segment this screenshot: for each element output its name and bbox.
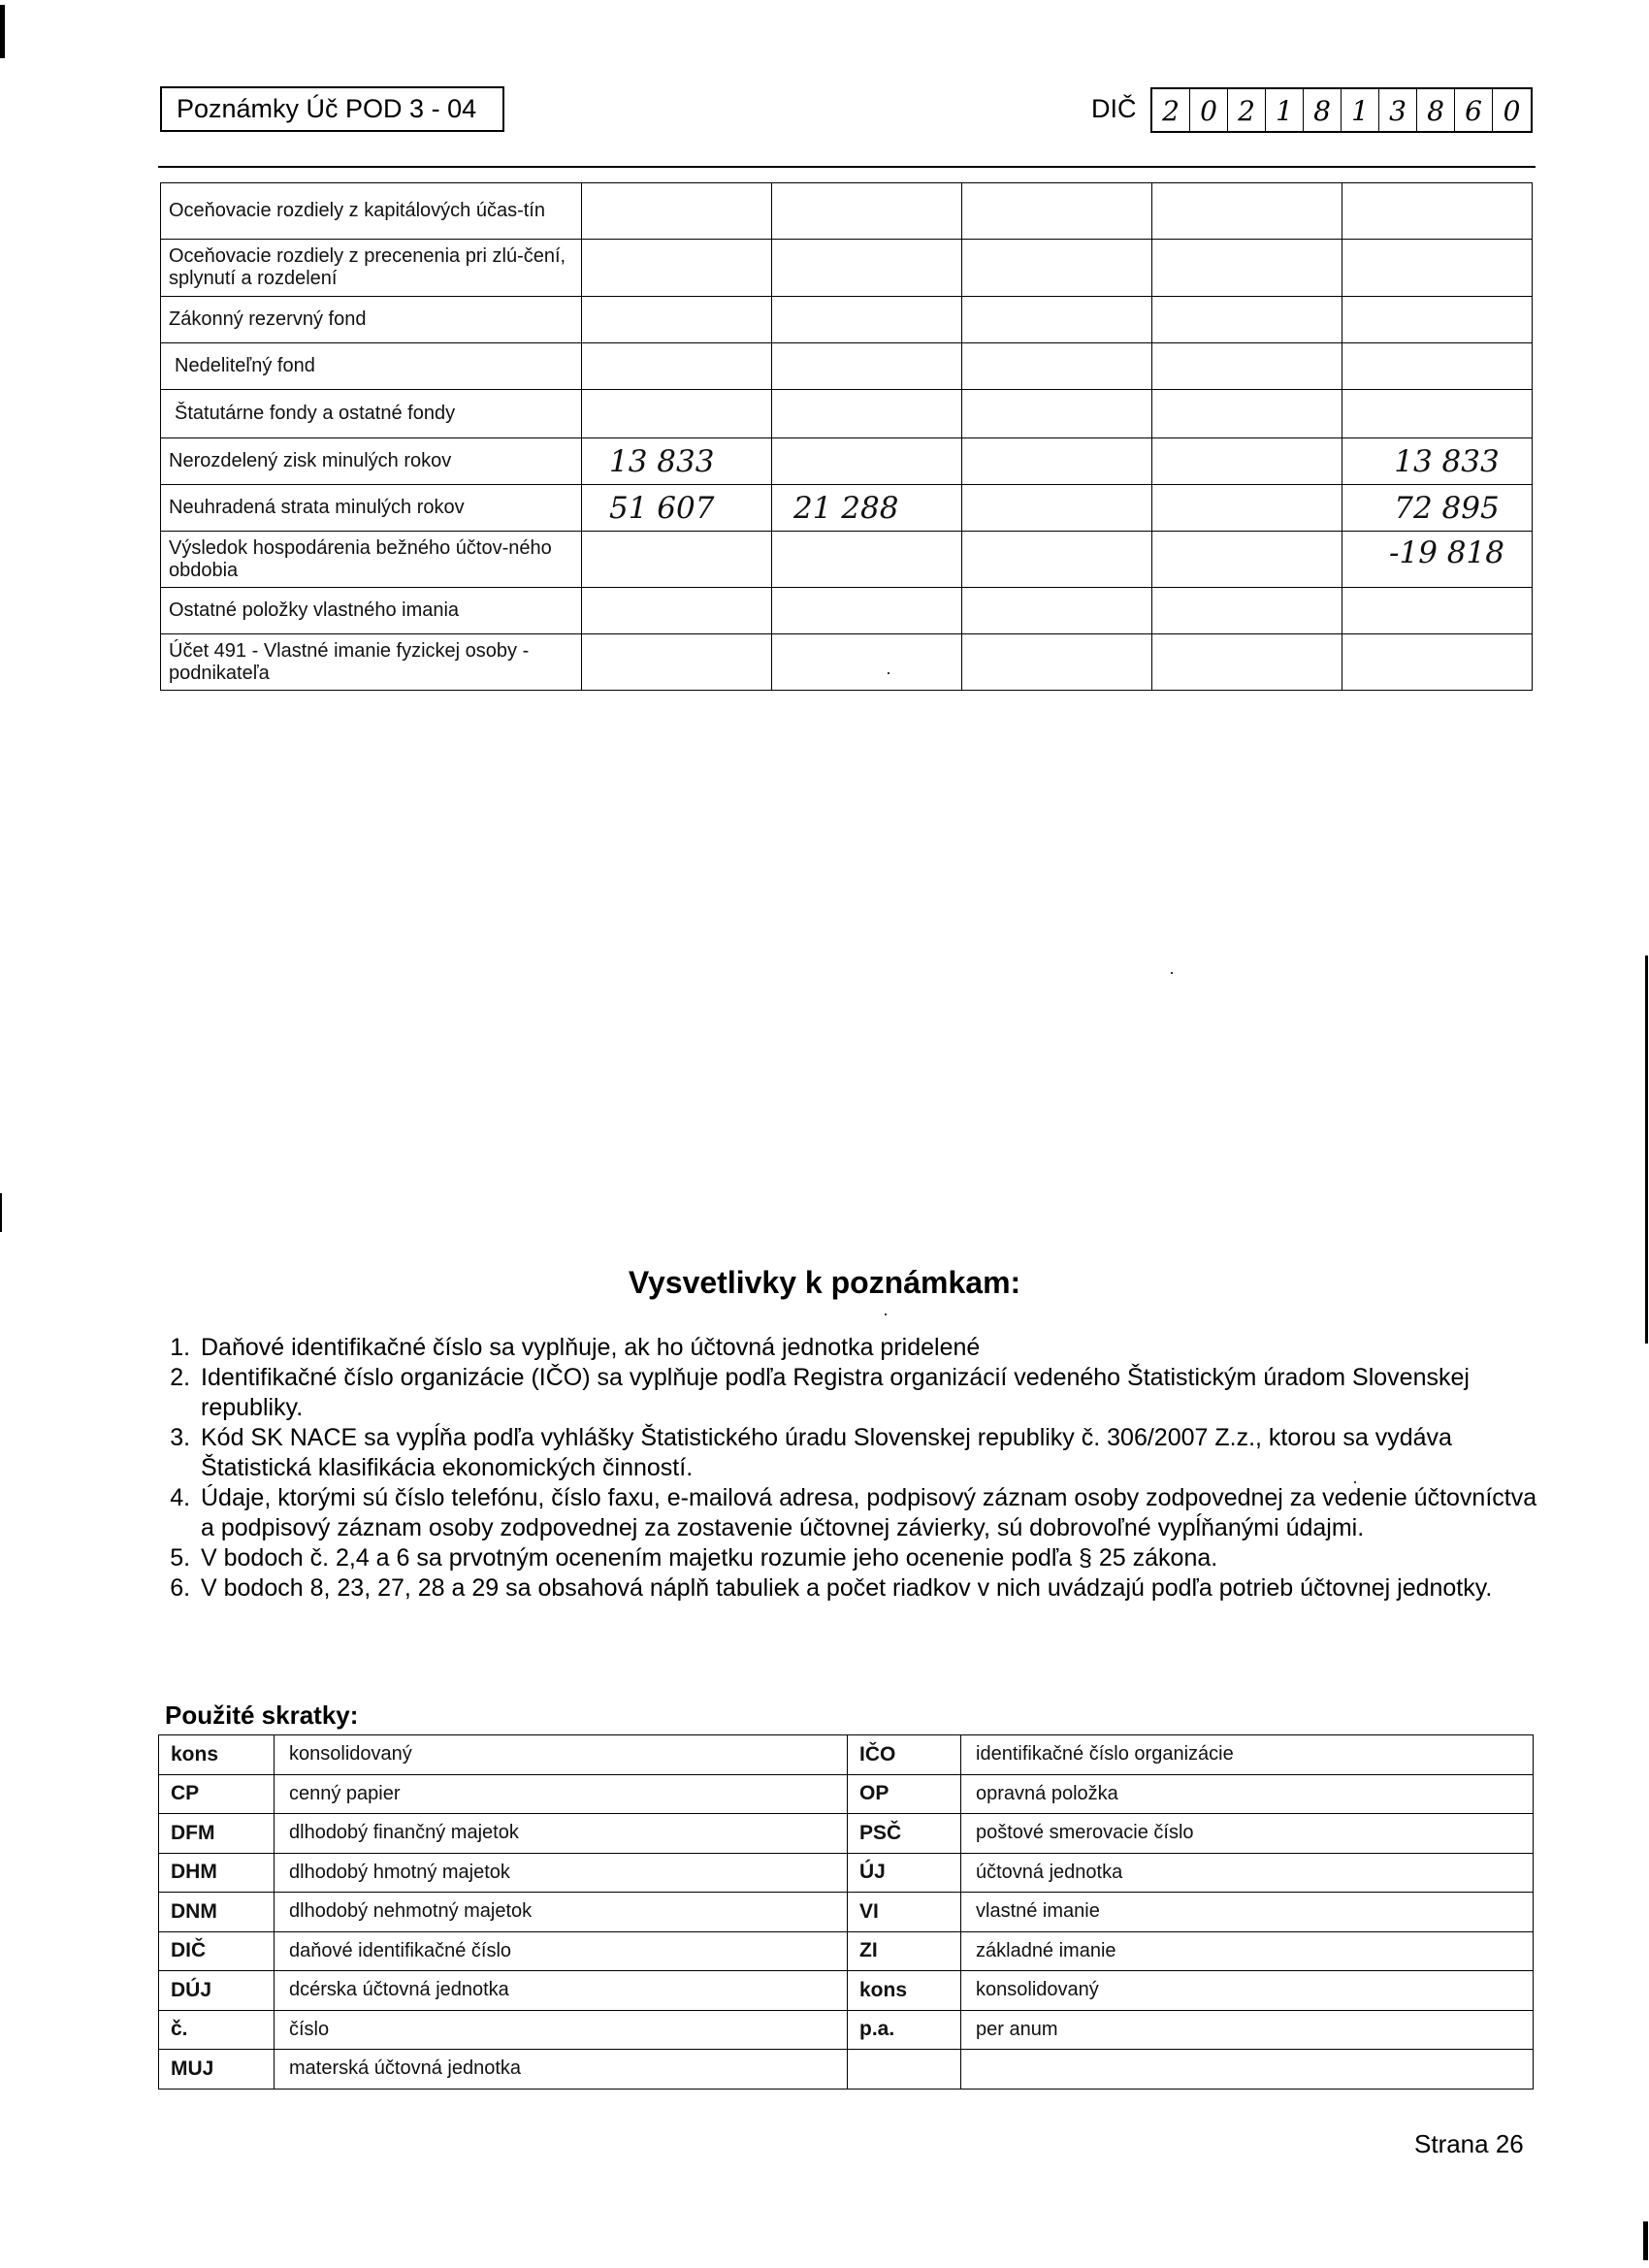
value-cell[interactable] (1342, 588, 1533, 634)
dic-digit[interactable]: 8 (1417, 89, 1455, 131)
value-cell[interactable] (962, 297, 1152, 343)
abbreviations-title: Použité skratky: (165, 1701, 359, 1730)
abbreviations-table (158, 1734, 1534, 2090)
abbr-description: vlastné imanie (961, 1893, 1534, 1932)
dic-digit[interactable]: 2 (1152, 89, 1190, 131)
value-cell[interactable]: 72 895 (1342, 485, 1533, 532)
table-row (159, 1735, 1534, 1775)
value-cell[interactable] (1152, 438, 1342, 485)
row-label: Výsledok hospodárenia bežného účtov-ného obdobia (161, 532, 582, 588)
explanation-item: 2. Identifikačné číslo organizácie (IČO) sa vyplňuje podľa Registra organizácií vedeného Štatistickým úradom Slovenskej republiky. (197, 1363, 1537, 1423)
table-row (161, 532, 1533, 588)
abbr-code: CP (159, 1774, 275, 1814)
abbr-description: materská účtovná jednotka (275, 2050, 848, 2090)
value-cell[interactable] (582, 343, 772, 390)
value-cell[interactable] (582, 532, 772, 588)
value-cell[interactable] (1342, 183, 1533, 240)
value-cell[interactable] (582, 634, 772, 691)
table-row (159, 2050, 1534, 2090)
value-cell[interactable]: 13 833 (1342, 438, 1533, 485)
abbr-code: OP (848, 1774, 961, 1814)
explanations-list (160, 1333, 1537, 1604)
scan-speck (888, 672, 889, 674)
explanation-item: 6. V bodoch 8, 23, 27, 28 a 29 sa obsahová náplň tabuliek a počet riadkov v nich uvádzajú podľa potrieb účtovnej jednotky. (197, 1573, 1537, 1604)
abbr-code: IČO (848, 1735, 961, 1775)
equity-table (160, 182, 1533, 691)
value-cell[interactable] (772, 588, 962, 634)
abbr-description: číslo (275, 2010, 848, 2050)
abbr-description: cenný papier (275, 1774, 848, 1814)
abbr-code: DIČ (159, 1931, 275, 1971)
value-cell[interactable] (962, 343, 1152, 390)
value-cell[interactable] (1152, 390, 1342, 438)
table-row (159, 1893, 1534, 1932)
value-cell[interactable] (582, 390, 772, 438)
abbr-code: DHM (159, 1853, 275, 1893)
abbr-description: poštové smerovacie číslo (961, 1814, 1534, 1854)
abbr-code (848, 2050, 961, 2090)
dic-label: DIČ (1091, 94, 1137, 123)
dic-digit[interactable]: 3 (1379, 89, 1417, 131)
value-cell[interactable] (772, 240, 962, 297)
dic-digit[interactable]: 0 (1503, 95, 1521, 127)
table-row (161, 588, 1533, 634)
page-number: Strana 26 (1414, 2129, 1524, 2158)
value-cell[interactable] (1152, 485, 1342, 532)
value-cell[interactable] (962, 438, 1152, 485)
value-cell[interactable] (962, 485, 1152, 532)
table-row (159, 1853, 1534, 1893)
abbr-description (961, 2050, 1534, 2090)
abbr-description: konsolidovaný (275, 1735, 848, 1775)
table-row (161, 438, 1533, 485)
value-cell[interactable] (1152, 634, 1342, 691)
header-divider (158, 166, 1536, 168)
explanation-item: 1. Daňové identifikačné číslo sa vyplňuje, ak ho účtovná jednotka pridelené (197, 1333, 1537, 1363)
explanation-item: 3. Kód SK NACE sa vypĺňa podľa vyhlášky Štatistického úradu Slovenskej republiky č. 306/2007 Z.z., ktorou sa vydáva Štatistická klasifikácia ekonomických činností. (197, 1423, 1537, 1483)
abbr-code: VI (848, 1893, 961, 1932)
value-cell[interactable] (962, 390, 1152, 438)
abbr-code: kons (848, 1971, 961, 2011)
value-cell[interactable] (772, 183, 962, 240)
dic-field[interactable] (1150, 87, 1533, 133)
explanation-item: 4. Údaje, ktorými sú číslo telefónu, číslo faxu, e-mailová adresa, podpisový záznam osoby zodpovednej za vedenie účtovníctva a podpisový záznam osoby zodpovednej za zostavenie účtovnej závierky, sú dobrovoľné vypĺňanými údajmi. (197, 1483, 1537, 1543)
dic-digit[interactable]: 6 (1455, 89, 1493, 131)
value-cell[interactable] (1342, 297, 1533, 343)
value-cell[interactable] (772, 390, 962, 438)
value-cell[interactable] (1342, 634, 1533, 691)
dic-digit[interactable]: 1 (1266, 89, 1304, 131)
value-cell[interactable] (1342, 240, 1533, 297)
abbr-description: účtovná jednotka (961, 1853, 1534, 1893)
value-cell[interactable] (1152, 588, 1342, 634)
value-cell[interactable]: 51 607 (582, 485, 772, 532)
table-row (161, 183, 1533, 240)
abbr-code: PSČ (848, 1814, 961, 1854)
row-label: Zákonný rezervný fond (161, 297, 582, 343)
value-cell[interactable] (772, 438, 962, 485)
value-cell[interactable] (1152, 343, 1342, 390)
value-cell[interactable] (772, 343, 962, 390)
abbr-code: p.a. (848, 2010, 961, 2050)
abbr-code: č. (159, 2010, 275, 2050)
abbr-description: dlhodobý finančný majetok (275, 1814, 848, 1854)
row-label: Nedeliteľný fond (161, 343, 582, 390)
row-label: Účet 491 - Vlastné imanie fyzickej osoby - podnikateľa (161, 634, 582, 691)
abbr-code: DÚJ (159, 1971, 275, 2011)
value-cell[interactable] (582, 240, 772, 297)
value-cell[interactable] (962, 588, 1152, 634)
table-row (161, 634, 1533, 691)
value-cell[interactable] (1342, 343, 1533, 390)
value-cell[interactable] (582, 588, 772, 634)
row-label: Oceňovacie rozdiely z precenenia pri zlú-čení, splynutí a rozdelení (161, 240, 582, 297)
table-row (161, 240, 1533, 297)
row-label: Ostatné položky vlastného imania (161, 588, 582, 634)
table-row (161, 343, 1533, 390)
value-cell[interactable] (772, 532, 962, 588)
value-cell[interactable] (582, 297, 772, 343)
abbr-code: DNM (159, 1893, 275, 1932)
scan-edge-mark (1643, 2221, 1648, 2260)
form-id: Poznámky Úč POD 3 - 04 (177, 94, 477, 123)
value-cell[interactable] (1342, 390, 1533, 438)
dic-digit[interactable]: 1 (1342, 89, 1379, 131)
abbr-description: konsolidovaný (961, 1971, 1534, 2011)
value-cell[interactable] (582, 183, 772, 240)
abbr-description: daňové identifikačné číslo (275, 1931, 848, 1971)
abbr-description: dcérska účtovná jednotka (275, 1971, 848, 2011)
form-id-box (160, 86, 504, 132)
scan-speck (885, 1313, 887, 1315)
dic-digit[interactable]: 0 (1190, 89, 1228, 131)
row-label: Neuhradená strata minulých rokov (161, 485, 582, 532)
abbr-description: dlhodobý hmotný majetok (275, 1853, 848, 1893)
table-row (161, 485, 1533, 532)
row-label: Oceňovacie rozdiely z kapitálových účas-tín (161, 183, 582, 240)
abbr-description: opravná položka (961, 1774, 1534, 1814)
value-cell[interactable] (962, 240, 1152, 297)
scan-edge-mark (0, 5, 5, 58)
value-cell[interactable] (1152, 297, 1342, 343)
abbr-code: DFM (159, 1814, 275, 1854)
table-row (159, 1931, 1534, 1971)
explanations-title: Vysvetlivky k poznámkam: (628, 1265, 1021, 1300)
value-cell[interactable]: -19 818 (1342, 532, 1533, 588)
abbr-code: kons (159, 1735, 275, 1775)
scan-speck (1171, 972, 1173, 974)
value-cell[interactable] (772, 297, 962, 343)
value-cell[interactable] (962, 634, 1152, 691)
abbr-code: ZI (848, 1931, 961, 1971)
table-row (161, 297, 1533, 343)
scan-edge-mark (0, 1193, 2, 1232)
value-cell[interactable] (1152, 183, 1342, 240)
abbr-code: MUJ (159, 2050, 275, 2090)
value-cell[interactable] (1152, 532, 1342, 588)
explanation-item: 5. V bodoch č. 2,4 a 6 sa prvotným ocenením majetku rozumie jeho ocenenie podľa § 25 zákona. (197, 1543, 1537, 1573)
abbr-description: per anum (961, 2010, 1534, 2050)
table-row (159, 1814, 1534, 1854)
row-label: Štatutárne fondy a ostatné fondy (161, 390, 582, 438)
table-row (159, 1774, 1534, 1814)
value-cell[interactable]: 13 833 (582, 438, 772, 485)
table-row (159, 1971, 1534, 2011)
abbr-description: dlhodobý nehmotný majetok (275, 1893, 848, 1932)
dic-digit[interactable]: 8 (1304, 89, 1342, 131)
abbr-code: ÚJ (848, 1853, 961, 1893)
value-cell[interactable] (1152, 240, 1342, 297)
value-cell[interactable] (962, 183, 1152, 240)
table-row (159, 2010, 1534, 2050)
table-row (161, 390, 1533, 438)
row-label: Nerozdelený zisk minulých rokov (161, 438, 582, 485)
value-cell[interactable] (962, 532, 1152, 588)
dic-digit[interactable]: 2 (1228, 89, 1266, 131)
value-cell[interactable]: 21 288 (772, 485, 962, 532)
value-cell[interactable] (772, 634, 962, 691)
abbr-description: základné imanie (961, 1931, 1534, 1971)
abbr-description: identifikačné číslo organizácie (961, 1735, 1534, 1775)
